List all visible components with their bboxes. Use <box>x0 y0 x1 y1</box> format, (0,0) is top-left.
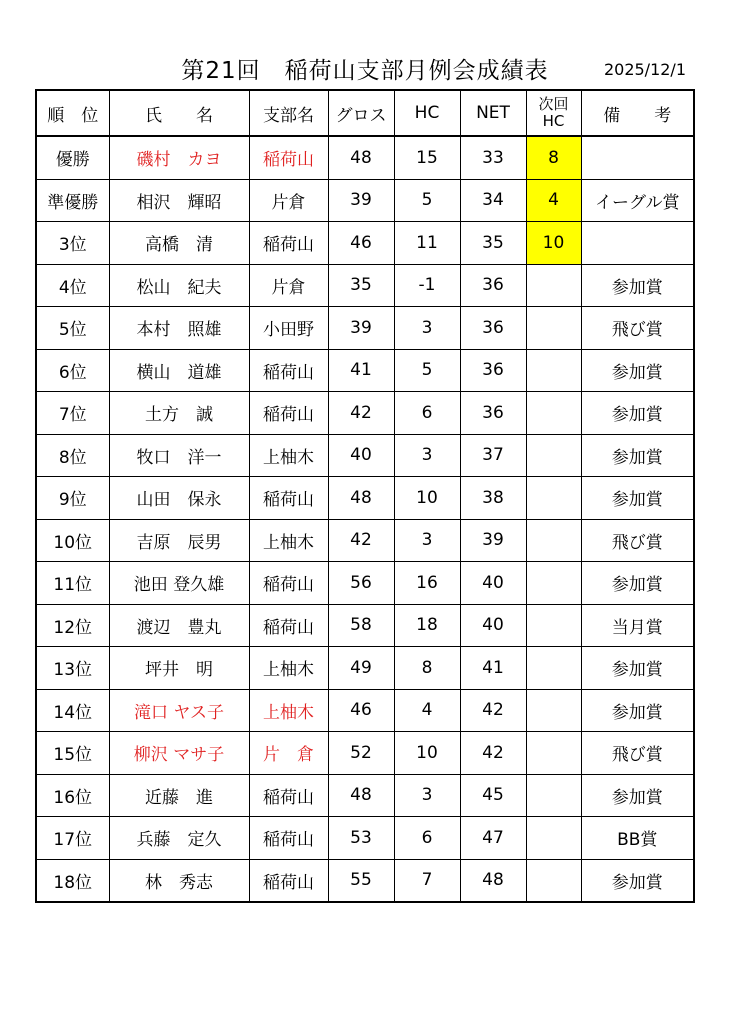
next-hc-cell <box>526 604 581 647</box>
player-name-cell: 柳沢 マサ子 <box>109 732 249 775</box>
next-hc-cell <box>526 817 581 860</box>
remark-cell: 参加賞 <box>581 774 694 817</box>
gross-cell: 49 <box>328 647 394 690</box>
rank-cell: 7位 <box>36 392 109 435</box>
next-hc-cell: 8 <box>526 136 581 179</box>
table-row <box>36 392 694 435</box>
player-name-cell: 池田 登久雄 <box>109 562 249 605</box>
branch-cell: 小田野 <box>249 307 328 350</box>
player-name-cell: 高橋 清 <box>109 222 249 265</box>
header-name: 氏 名 <box>109 90 249 136</box>
report-date: 2025/12/1 <box>603 60 686 79</box>
gross-cell: 35 <box>328 264 394 307</box>
branch-cell: 片倉 <box>249 264 328 307</box>
table-row <box>36 434 694 477</box>
remark-cell: 当月賞 <box>581 604 694 647</box>
table-row <box>36 477 694 520</box>
rank-cell: 5位 <box>36 307 109 350</box>
remark-cell: 参加賞 <box>581 349 694 392</box>
player-name-cell: 滝口 ヤス子 <box>109 689 249 732</box>
next-hc-cell <box>526 264 581 307</box>
hc-cell: 6 <box>394 392 460 435</box>
next-hc-cell <box>526 647 581 690</box>
next-hc-cell <box>526 477 581 520</box>
remark-cell: 参加賞 <box>581 562 694 605</box>
player-name-cell: 林 秀志 <box>109 859 249 902</box>
next-hc-cell <box>526 859 581 902</box>
hc-cell: 16 <box>394 562 460 605</box>
table-row <box>36 859 694 902</box>
table-row <box>36 604 694 647</box>
next-hc-cell <box>526 774 581 817</box>
rank-cell: 9位 <box>36 477 109 520</box>
branch-cell: 上柚木 <box>249 519 328 562</box>
next-hc-cell <box>526 519 581 562</box>
page-title: 第21回 稲荷山支部月例会成績表 <box>181 58 549 84</box>
gross-cell: 46 <box>328 689 394 732</box>
hc-cell: 3 <box>394 774 460 817</box>
hc-cell: 3 <box>394 519 460 562</box>
branch-cell: 稲荷山 <box>249 817 328 860</box>
table-row <box>36 774 694 817</box>
gross-cell: 41 <box>328 349 394 392</box>
gross-cell: 46 <box>328 222 394 265</box>
branch-cell: 上柚木 <box>249 434 328 477</box>
player-name-cell: 横山 道雄 <box>109 349 249 392</box>
table-row <box>36 562 694 605</box>
branch-cell: 稲荷山 <box>249 222 328 265</box>
player-name-cell: 磯村 カヨ <box>109 136 249 179</box>
next-hc-cell <box>526 732 581 775</box>
remark-cell: 飛び賞 <box>581 732 694 775</box>
header-next-hc-line2: HC <box>542 112 565 130</box>
branch-cell: 稲荷山 <box>249 774 328 817</box>
rank-cell: 14位 <box>36 689 109 732</box>
table-row <box>36 689 694 732</box>
net-cell: 34 <box>460 179 526 222</box>
next-hc-cell <box>526 562 581 605</box>
net-cell: 36 <box>460 349 526 392</box>
remark-cell <box>581 136 694 179</box>
net-cell: 36 <box>460 307 526 350</box>
hc-cell: 10 <box>394 732 460 775</box>
gross-cell: 40 <box>328 434 394 477</box>
player-name-cell: 牧口 洋一 <box>109 434 249 477</box>
player-name-cell: 近藤 進 <box>109 774 249 817</box>
hc-cell: 15 <box>394 136 460 179</box>
next-hc-cell: 10 <box>526 222 581 265</box>
rank-cell: 15位 <box>36 732 109 775</box>
hc-cell: 8 <box>394 647 460 690</box>
hc-cell: 4 <box>394 689 460 732</box>
player-name-cell: 松山 紀夫 <box>109 264 249 307</box>
player-name-cell: 土方 誠 <box>109 392 249 435</box>
next-hc-cell: 4 <box>526 179 581 222</box>
net-cell: 39 <box>460 519 526 562</box>
branch-cell: 稲荷山 <box>249 392 328 435</box>
net-cell: 40 <box>460 562 526 605</box>
branch-cell: 稲荷山 <box>249 136 328 179</box>
net-cell: 36 <box>460 264 526 307</box>
header-net: NET <box>460 90 526 136</box>
remark-cell: イーグル賞 <box>581 179 694 222</box>
gross-cell: 56 <box>328 562 394 605</box>
remark-cell: 参加賞 <box>581 434 694 477</box>
remark-cell: 飛び賞 <box>581 519 694 562</box>
rank-cell: 16位 <box>36 774 109 817</box>
remark-cell: 参加賞 <box>581 859 694 902</box>
hc-cell: 6 <box>394 817 460 860</box>
hc-cell: 10 <box>394 477 460 520</box>
results-table <box>35 89 695 903</box>
results-body <box>36 136 694 902</box>
rank-cell: 18位 <box>36 859 109 902</box>
net-cell: 40 <box>460 604 526 647</box>
table-row <box>36 647 694 690</box>
rank-cell: 11位 <box>36 562 109 605</box>
gross-cell: 52 <box>328 732 394 775</box>
branch-cell: 上柚木 <box>249 689 328 732</box>
rank-cell: 8位 <box>36 434 109 477</box>
player-name-cell: 吉原 辰男 <box>109 519 249 562</box>
header-remarks: 備 考 <box>581 90 694 136</box>
gross-cell: 48 <box>328 136 394 179</box>
remark-cell: 参加賞 <box>581 689 694 732</box>
header-next-hc <box>526 90 581 136</box>
next-hc-cell <box>526 434 581 477</box>
header-hc: HC <box>394 90 460 136</box>
branch-cell: 上柚木 <box>249 647 328 690</box>
header-next-hc-line1: 次回 <box>538 95 569 113</box>
branch-cell: 稲荷山 <box>249 604 328 647</box>
net-cell: 33 <box>460 136 526 179</box>
hc-cell: 5 <box>394 179 460 222</box>
net-cell: 37 <box>460 434 526 477</box>
table-row <box>36 817 694 860</box>
header-row <box>36 90 694 136</box>
rank-cell: 13位 <box>36 647 109 690</box>
net-cell: 47 <box>460 817 526 860</box>
branch-cell: 稲荷山 <box>249 562 328 605</box>
gross-cell: 39 <box>328 179 394 222</box>
player-name-cell: 坪井 明 <box>109 647 249 690</box>
header-rank: 順 位 <box>36 90 109 136</box>
header-gross: グロス <box>328 90 394 136</box>
gross-cell: 53 <box>328 817 394 860</box>
gross-cell: 58 <box>328 604 394 647</box>
next-hc-cell <box>526 349 581 392</box>
rank-cell: 12位 <box>36 604 109 647</box>
table-row <box>36 732 694 775</box>
player-name-cell: 渡辺 豊丸 <box>109 604 249 647</box>
branch-cell: 稲荷山 <box>249 349 328 392</box>
remark-cell: 参加賞 <box>581 477 694 520</box>
table-row <box>36 307 694 350</box>
gross-cell: 55 <box>328 859 394 902</box>
rank-cell: 準優勝 <box>36 179 109 222</box>
player-name-cell: 山田 保永 <box>109 477 249 520</box>
branch-cell: 稲荷山 <box>249 859 328 902</box>
rank-cell: 4位 <box>36 264 109 307</box>
table-row <box>36 519 694 562</box>
remark-cell: 飛び賞 <box>581 307 694 350</box>
net-cell: 36 <box>460 392 526 435</box>
table-row <box>36 222 694 265</box>
net-cell: 42 <box>460 732 526 775</box>
table-row <box>36 179 694 222</box>
table-row <box>36 264 694 307</box>
gross-cell: 42 <box>328 519 394 562</box>
hc-cell: 3 <box>394 307 460 350</box>
net-cell: 41 <box>460 647 526 690</box>
player-name-cell: 兵藤 定久 <box>109 817 249 860</box>
remark-cell: 参加賞 <box>581 392 694 435</box>
table-row <box>36 136 694 179</box>
net-cell: 38 <box>460 477 526 520</box>
branch-cell: 片 倉 <box>249 732 328 775</box>
remark-cell: 参加賞 <box>581 647 694 690</box>
rank-cell: 3位 <box>36 222 109 265</box>
hc-cell: 7 <box>394 859 460 902</box>
rank-cell: 10位 <box>36 519 109 562</box>
player-name-cell: 相沢 輝昭 <box>109 179 249 222</box>
gross-cell: 42 <box>328 392 394 435</box>
rank-cell: 17位 <box>36 817 109 860</box>
next-hc-cell <box>526 689 581 732</box>
next-hc-cell <box>526 307 581 350</box>
branch-cell: 稲荷山 <box>249 477 328 520</box>
net-cell: 35 <box>460 222 526 265</box>
remark-cell: BB賞 <box>581 817 694 860</box>
table-row <box>36 349 694 392</box>
remark-cell: 参加賞 <box>581 264 694 307</box>
hc-cell: 18 <box>394 604 460 647</box>
branch-cell: 片倉 <box>249 179 328 222</box>
net-cell: 48 <box>460 859 526 902</box>
hc-cell: -1 <box>394 264 460 307</box>
hc-cell: 3 <box>394 434 460 477</box>
rank-cell: 優勝 <box>36 136 109 179</box>
rank-cell: 6位 <box>36 349 109 392</box>
header-branch: 支部名 <box>249 90 328 136</box>
player-name-cell: 本村 照雄 <box>109 307 249 350</box>
hc-cell: 5 <box>394 349 460 392</box>
next-hc-cell <box>526 392 581 435</box>
net-cell: 45 <box>460 774 526 817</box>
gross-cell: 39 <box>328 307 394 350</box>
gross-cell: 48 <box>328 774 394 817</box>
remark-cell <box>581 222 694 265</box>
net-cell: 42 <box>460 689 526 732</box>
gross-cell: 48 <box>328 477 394 520</box>
hc-cell: 11 <box>394 222 460 265</box>
